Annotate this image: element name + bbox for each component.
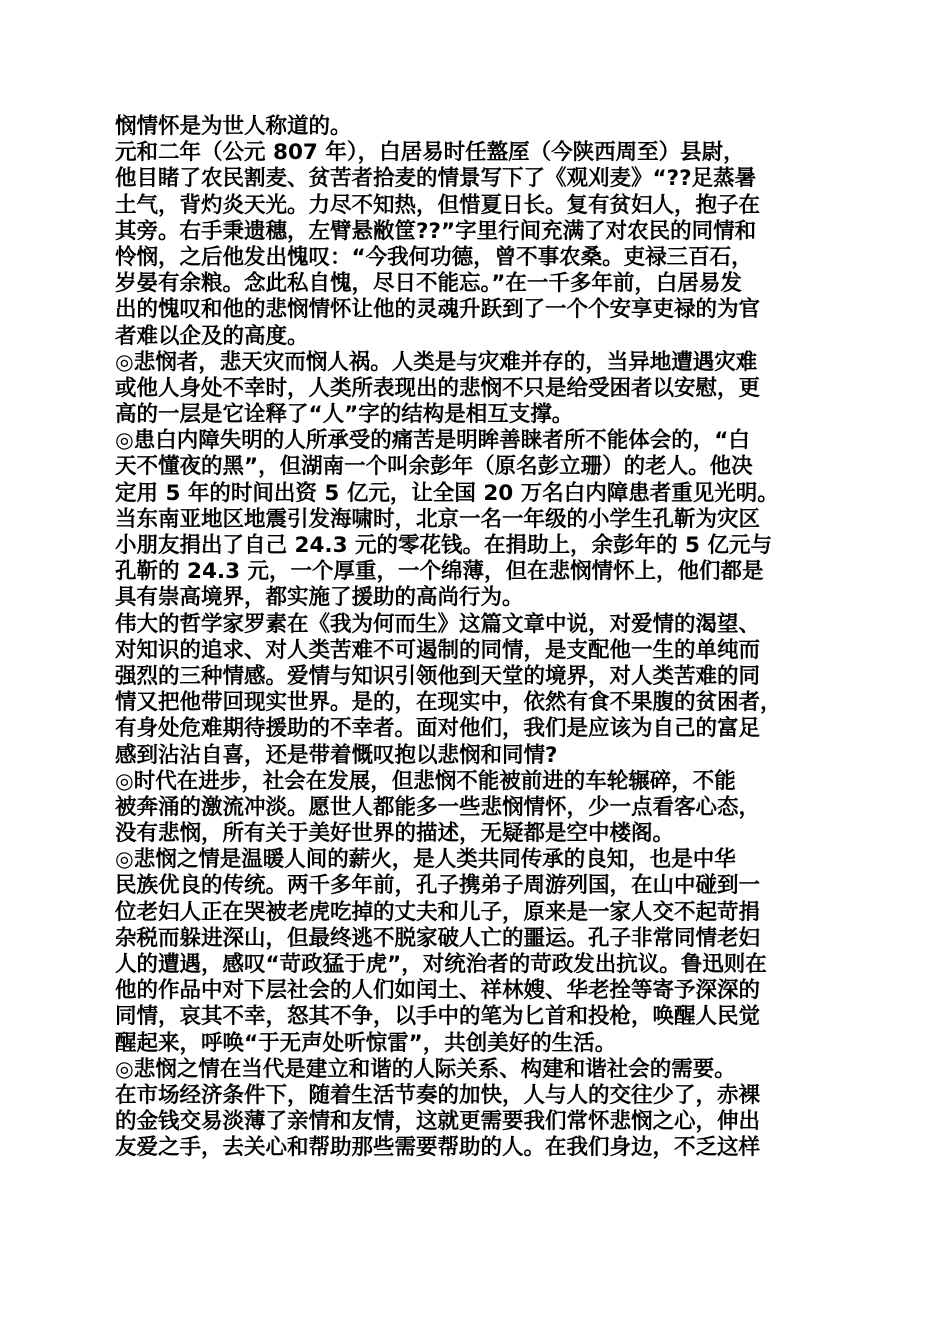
text-line: 孔靳的 24.3 元，一个厚重，一个绵薄，但在悲悯情怀上，他们都是 [115, 559, 764, 585]
text-line: 土气，背灼炎天光。力尽不知热，但惜夏日长。复有贫妇人，抱子在 [115, 192, 761, 218]
text-line: 友爱之手，去关心和帮助那些需要帮助的人。在我们身边，不乏这样 [115, 1135, 761, 1161]
text-line: 天不懂夜的黑”，但湖南一个叫余彭年（原名彭立珊）的老人。他决 [115, 454, 753, 480]
text-line: ◎时代在进步，社会在发展，但悲悯不能被前进的车轮辗碎，不能 [115, 768, 736, 794]
text-line: ◎悲悯者，悲天灾而悯人祸。人类是与灾难并存的，当异地遭遇灾难 [115, 349, 758, 375]
text-line: 伟大的哲学家罗素在《我为何而生》这篇文章中说，对爱情的渴望、 [115, 611, 761, 637]
text-line: 强烈的三种情感。爱情与知识引领他到天堂的境界，对人类苦难的同 [115, 663, 761, 689]
text-line: 情又把他带回现实世界。是的，在现实中，依然有食不果腹的贫困者， [115, 690, 782, 716]
text-line: 定用 5 年的时间出资 5 亿元，让全国 20 万名白内障患者重见光明。 [115, 480, 779, 506]
text-line: 对知识的追求、对人类苦难不可遏制的同情，是支配他一生的单纯而 [115, 637, 761, 663]
text-line: 同情，哀其不幸，怒其不争，以手中的笔为匕首和投枪，唤醒人民觉 [115, 1004, 761, 1030]
text-line: 感到沾沾自喜，还是带着慨叹抱以悲悯和同情? [115, 742, 558, 768]
text-line: 小朋友捐出了自己 24.3 元的零花钱。在捐助上，余彭年的 5 亿元与 [115, 533, 772, 558]
text-line: 民族优良的传统。两千多年前，孔子携弟子周游列国，在山中碰到一 [115, 873, 761, 899]
text-line: 杂税而躲进深山，但最终逃不脱家破人亡的噩运。孔子非常同情老妇 [115, 925, 761, 951]
text-line: 他的作品中对下层社会的人们如闰土、祥林嫂、华老拴等寄予深深的 [115, 978, 761, 1004]
text-line: ◎悲悯之情是温暖人间的薪火，是人类共同传承的良知，也是中华 [115, 847, 736, 873]
text-line: 岁晏有余粮。念此私自愧，尽日不能忘。”在一千多年前，白居易发 [115, 271, 742, 297]
text-line: 怜悯，之后他发出愧叹：“今我何功德，曾不事农桑。吏禄三百石， [115, 244, 753, 270]
text-line: 被奔涌的激流冲淡。愿世人都能多一些悲悯情怀，少一点看客心态， [115, 794, 761, 820]
text-line: 有身处危难期待援助的不幸者。面对他们，我们是应该为自己的富足 [115, 716, 761, 742]
text-line: ◎悲悯之情在当代是建立和谐的人际关系、构建和谐社会的需要。 [115, 1056, 736, 1082]
text-line: 或他人身处不幸时，人类所表现出的悲悯不只是给受困者以安慰，更 [115, 375, 761, 401]
text-line: 者难以企及的高度。 [115, 323, 309, 349]
text-line: 当东南亚地区地震引发海啸时，北京一名一年级的小学生孔靳为灾区 [115, 506, 761, 532]
text-line: 其旁。右手秉遗穗，左臂悬敝筐??”字里行间充满了对农民的同情和 [115, 218, 757, 244]
text-line: 元和二年（公元 807 年），白居易时任盩厔（今陕西周至）县尉， [115, 140, 745, 166]
text-line: 具有崇高境界，都实施了援助的高尚行为。 [115, 585, 524, 611]
text-line: 的金钱交易淡薄了亲情和友情，这就更需要我们常怀悲悯之心，伸出 [115, 1109, 761, 1135]
text-line: 人的遭遇，感叹“苛政猛于虎”，对统治者的苛政发出抗议。鲁迅则在 [115, 952, 767, 977]
text-line: 悯情怀是为世人称道的。 [115, 114, 352, 139]
text-line: 出的愧叹和他的悲悯情怀让他的灵魂升跃到了一个个安享吏禄的为官 [115, 297, 761, 323]
text-line: 他目睹了农民割麦、贫苦者拾麦的情景写下了《观刈麦》“??足蒸暑 [115, 166, 757, 192]
document-page [115, 114, 850, 1162]
text-line: ◎患白内障失明的人所承受的痛苦是明眸善睐者所不能体会的，“白 [115, 428, 750, 454]
text-line: 没有悲悯，所有关于美好世界的描述，无疑都是空中楼阁。 [115, 821, 675, 847]
text-line: 位老妇人正在哭被老虎吃掉的丈夫和儿子，原来是一家人交不起苛捐 [115, 899, 761, 925]
text-line: 在市场经济条件下，随着生活节奏的加快，人与人的交往少了，赤裸 [115, 1082, 761, 1108]
text-line: 高的一层是它诠释了“人”字的结构是相互支撑。 [115, 402, 574, 428]
text-line: 醒起来，呼唤“于无声处听惊雷”，共创美好的生活。 [115, 1030, 617, 1056]
